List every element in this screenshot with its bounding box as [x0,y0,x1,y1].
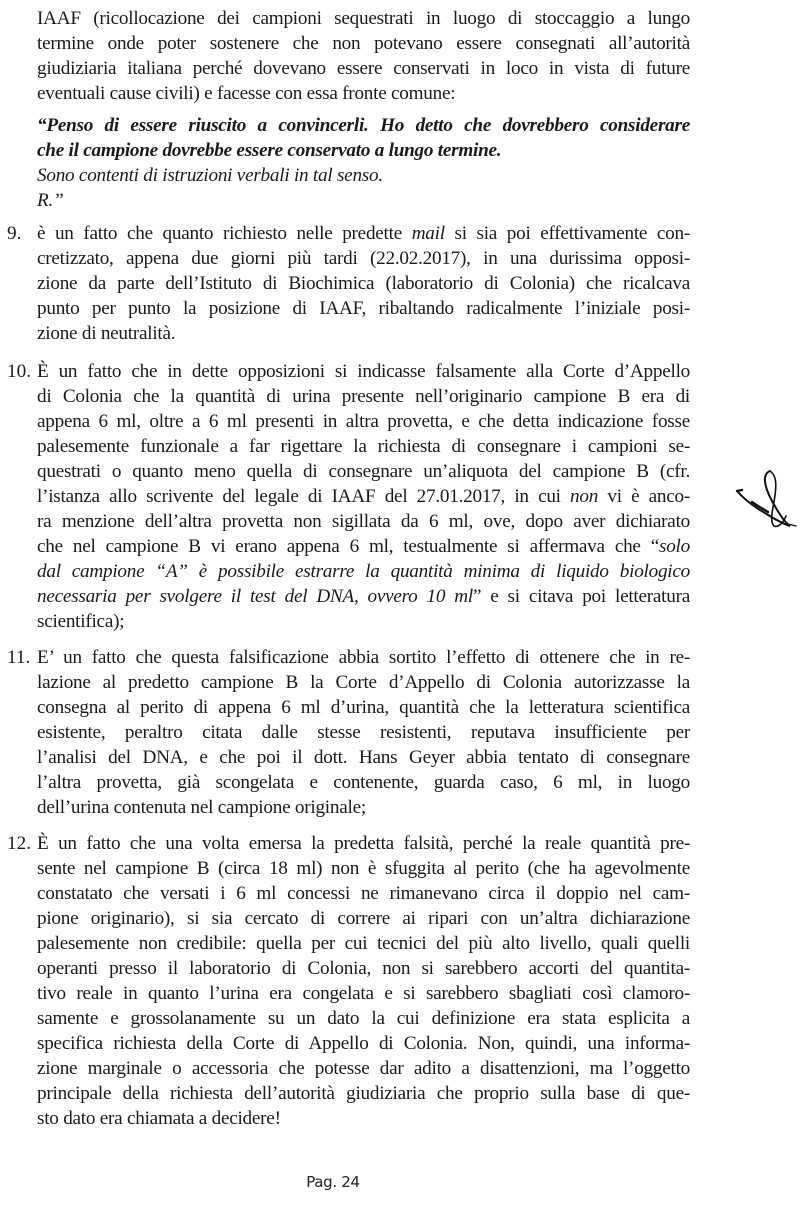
item-number: 10. [7,361,31,382]
text-line: esistente, peraltro citata dalle stesse resistenti, reputava insufficiente per [37,722,690,743]
text-line: di Colonia che la quantità di urina presente nell’originario campione B era di [37,386,690,407]
quote-line: che il campione dovrebbe essere conservato a lungo termine. [37,140,502,161]
text-line: palesemente funzionale a far rigettare la richiesta di consegnare i campioni se- [37,436,690,457]
text-line: è un fatto che quanto richiesto nelle predette mail si sia poi effettivamente con- [37,223,690,244]
text-line: samente e grossolanamente su un dato la cui definizione era stata esplicita a [37,1008,690,1029]
italic-text: mail [411,223,445,244]
text-line: sente nel campione B (circa 18 ml) non è sfuggita al perito (che ha agevolmente [37,858,690,879]
text-line: appena 6 ml, oltre a 6 ml presenti in altra provetta, e che detta indicazione fosse [37,411,690,432]
text-line: constatato che versati i 6 ml concessi ne rimanevano circa il doppio nel cam- [37,883,690,904]
handwritten-initials-icon [732,466,800,536]
text-line: ra menzione dell’altra provetta non sigillata da 6 ml, ove, dopo aver dichiarato [37,511,690,532]
text-line: dell’urina contenuta nel campione originale; [37,797,366,818]
text-line: l’istanza allo scrivente del legale di IAAF del 27.01.2017, in cui non vi è anco- [37,486,690,507]
text-line [37,559,690,584]
text-line: principale della richiesta dell’autorità giudiziaria che proprio sulla base di que- [37,1083,690,1104]
text-line: È un fatto che una volta emersa la predetta falsità, perché la reale quantità pre- [37,833,690,854]
text-line: operanti presso il laboratorio di Colonia, non si sarebbero accorti del quantita- [37,958,690,979]
page-number: Pag. 24 [306,1173,360,1191]
text-line: sto dato era chiamata a decidere! [37,1108,281,1129]
text-line: eventuali cause civili) e facesse con essa fronte comune: [37,83,456,104]
text-line: zione marginale o accessoria che potesse dar adito a disattenzioni, ma l’oggetto [37,1058,690,1079]
text-line: pione originario), si sia cercato di correre ai ripari con un’altra dichiarazione [37,908,690,929]
quote-line: Sono contenti di istruzioni verbali in tal senso. [37,165,383,186]
text-line: l’altra provetta, già scongelata e contenente, guarda caso, 6 ml, in luogo [37,772,690,793]
text-line: zione di neutralità. [37,323,176,344]
text-line: palesemente non credibile: quella per cui tecnici del più alto livello, quali quelli [37,933,690,954]
text-line: l’analisi del DNA, e che poi il dott. Hans Geyer abbia tentato di consegnare [37,747,690,768]
text-line: scientifica); [37,611,125,632]
text-line: termine onde poter sostenere che non potevano essere consegnati all’autorità [37,33,690,54]
text-line: tivo reale in quanto l’urina era congelata e si sarebbero sbagliati così clamoro- [37,983,690,1004]
numbered-item-12 [7,831,690,1131]
text-line: lazione al predetto campione B la Corte d’Appello di Colonia autorizzasse la [37,672,690,693]
text-line: cretizzato, appena due giorni più tardi (22.02.2017), in una durissima opposi- [37,248,690,269]
numbered-item-9 [7,221,690,346]
text-line: punto per punto la posizione di IAAF, ribaltando radicalmente l’iniziale posi- [37,298,690,319]
text-line: zione da parte dell’Istituto di Biochimica (laboratorio di Colonia) che ricalcava [37,273,690,294]
italic-text: solo [659,536,690,557]
text-line: IAAF (ricollocazione dei campioni sequestrati in luogo di stoccaggio a lungo [37,8,690,29]
text-line: È un fatto che in dette opposizioni si indicasse falsamente alla Corte d’Appello [37,361,690,382]
quoted-excerpt [37,113,690,213]
text-line: giudiziaria italiana perché dovevano essere conservati in loco in vista di future [37,58,690,79]
text-line: consegna al perito di appena 6 ml d’urina, quantità che la letteratura scientifica [37,697,690,718]
italic-text: dal campione “A” è possibile estrarre la quantità minima di liquido biologico [37,561,690,582]
quote-line: “Penso di essere riuscito a convincerli. Ho detto che dovrebbero considerare [37,115,690,136]
item-number: 12. [7,833,31,854]
italic-text: non [570,486,599,507]
text-line: questrati o quanto meno quella di consegnare un’aliquota del campione B (cfr. [37,461,690,482]
item-number: 9. [7,223,22,244]
numbered-item-11 [7,645,690,820]
numbered-item-10 [7,359,690,634]
text-line: che nel campione B vi erano appena 6 ml, testualmente si affermava che “solo [37,536,690,557]
text-line: specifica richiesta della Corte di Appello di Colonia. Non, quindi, una informa- [37,1033,690,1054]
intro-paragraph [37,6,690,106]
italic-text: necessaria per svolgere il test del DNA, ovvero 10 ml [37,586,473,607]
text-line: necessaria per svolgere il test del DNA, ovvero 10 ml” e si citava poi letteratura [37,586,690,607]
quote-line: R.” [37,190,64,211]
item-number: 11. [7,647,31,668]
text-line: E’ un fatto che questa falsificazione abbia sortito l’effetto di ottenere che in re- [37,647,690,668]
